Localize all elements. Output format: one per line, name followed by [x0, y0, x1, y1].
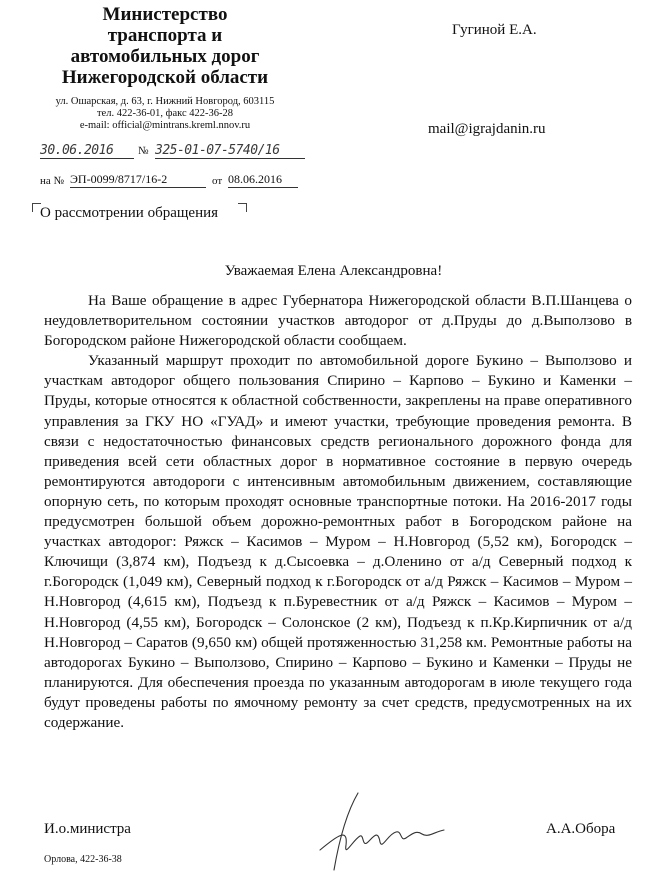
reference-prefix: на №	[40, 175, 65, 187]
outgoing-number-label: №	[138, 145, 149, 157]
paragraph: На Ваше обращение в адрес Губернатора Нижегородской области В.П.Шанцева о неудовлетворительном состоянии участков автодорог от д.Пруды до д.Выползово в Богородском районе Нижегородской области сообщаем.	[44, 292, 632, 350]
addressee-email: mail@igrajdanin.ru	[428, 121, 546, 137]
subject-corner-right	[238, 203, 247, 212]
handwritten-signature	[318, 790, 448, 875]
paragraph: Указанный маршрут проходит по автомобильной дороге Букино – Выползово и участкам автодорог общего пользования Спирино – Карпово – Букино и Каменки – Пруды, которые относятся к областной собственности, закреплены на праве оперативного управления за ГКУ НО «ГУАД» и имеют участки, требующие проведения ремонта. В связи с недостаточностью финансовых средств регионального дорожного фонда для приведения всей сети областных дорог в нормативное состояние в первую очередь ремонтируются автодороги с интенсивным автомобильным движением, составляющие опорную сеть, по которым проходят основные транспортные потоки. На 2016-2017 годы предусмотрен большой объем дорожно-ремонтных работ в Богородском районе на участках автодорог: Ряжск – Касимов – Муром – Н.Новгород (5,52 км), Богородск – Ключищи (3,874 км), Подъезд к д.Сысоевка – д.Оленино от а/д Северный подход к г.Богородск (1,049 км), Северный подход к г.Богородск от а/д Ряжск – Касимов – Муром – Н.Новгород (4,615 км), Подъезд к п.Буревестник от а/д Ряжск – Касимов – Муром – Н.Новгород (4,55 км), Богородск – Солонское (2 км), Подъезд к п.Кр.Кирпичник от а/д Н.Новгород – Саратов (9,650 км) общей протяженностью 31,258 км. Ремонтные работы на автодорогах Букино – Выползово, Спирино – Карпово – Букино и Каменки – Пруды не планируются. Для обеспечения проезда по указанным автодорогам в июле текущего года будут проведены работы по ямочному ремонту за счет средств, предусмотренных на их содержание.	[44, 352, 632, 731]
outgoing-date: 30.06.2016	[40, 143, 134, 159]
subject-line: О рассмотрении обращения	[40, 205, 219, 221]
outgoing-number: 325-01-07-5740/16	[155, 143, 305, 159]
ministry-phone-fax: тел. 422-36-01, факс 422-36-28	[96, 108, 234, 119]
greeting: Уважаемая Елена Александровна!	[224, 263, 443, 279]
reference-number: ЭП-0099/8717/16-2	[70, 172, 206, 188]
ministry-line: Нижегородской области	[61, 67, 269, 88]
ministry-name	[40, 4, 290, 88]
ministry-email: e-mail: official@mintrans.kreml.nnov.ru	[79, 120, 251, 131]
signatory-title: И.о.министра	[44, 821, 131, 837]
signatory-name: А.А.Обора	[546, 821, 616, 837]
ministry-line: автомобильных дорог	[70, 46, 260, 67]
executor-contact: Орлова, 422-36-38	[44, 854, 122, 865]
ministry-address: ул. Ошарская, д. 63, г. Нижний Новгород, 603115	[55, 96, 275, 107]
reference-date: 08.06.2016	[228, 172, 298, 188]
ministry-line: транспорта и	[107, 25, 223, 46]
addressee-name: Гугиной Е.А.	[452, 22, 537, 38]
reference-from-label: от	[212, 175, 223, 187]
ministry-contacts	[40, 96, 290, 132]
letter-body	[44, 291, 632, 733]
ministry-line: Министерство	[102, 4, 228, 25]
